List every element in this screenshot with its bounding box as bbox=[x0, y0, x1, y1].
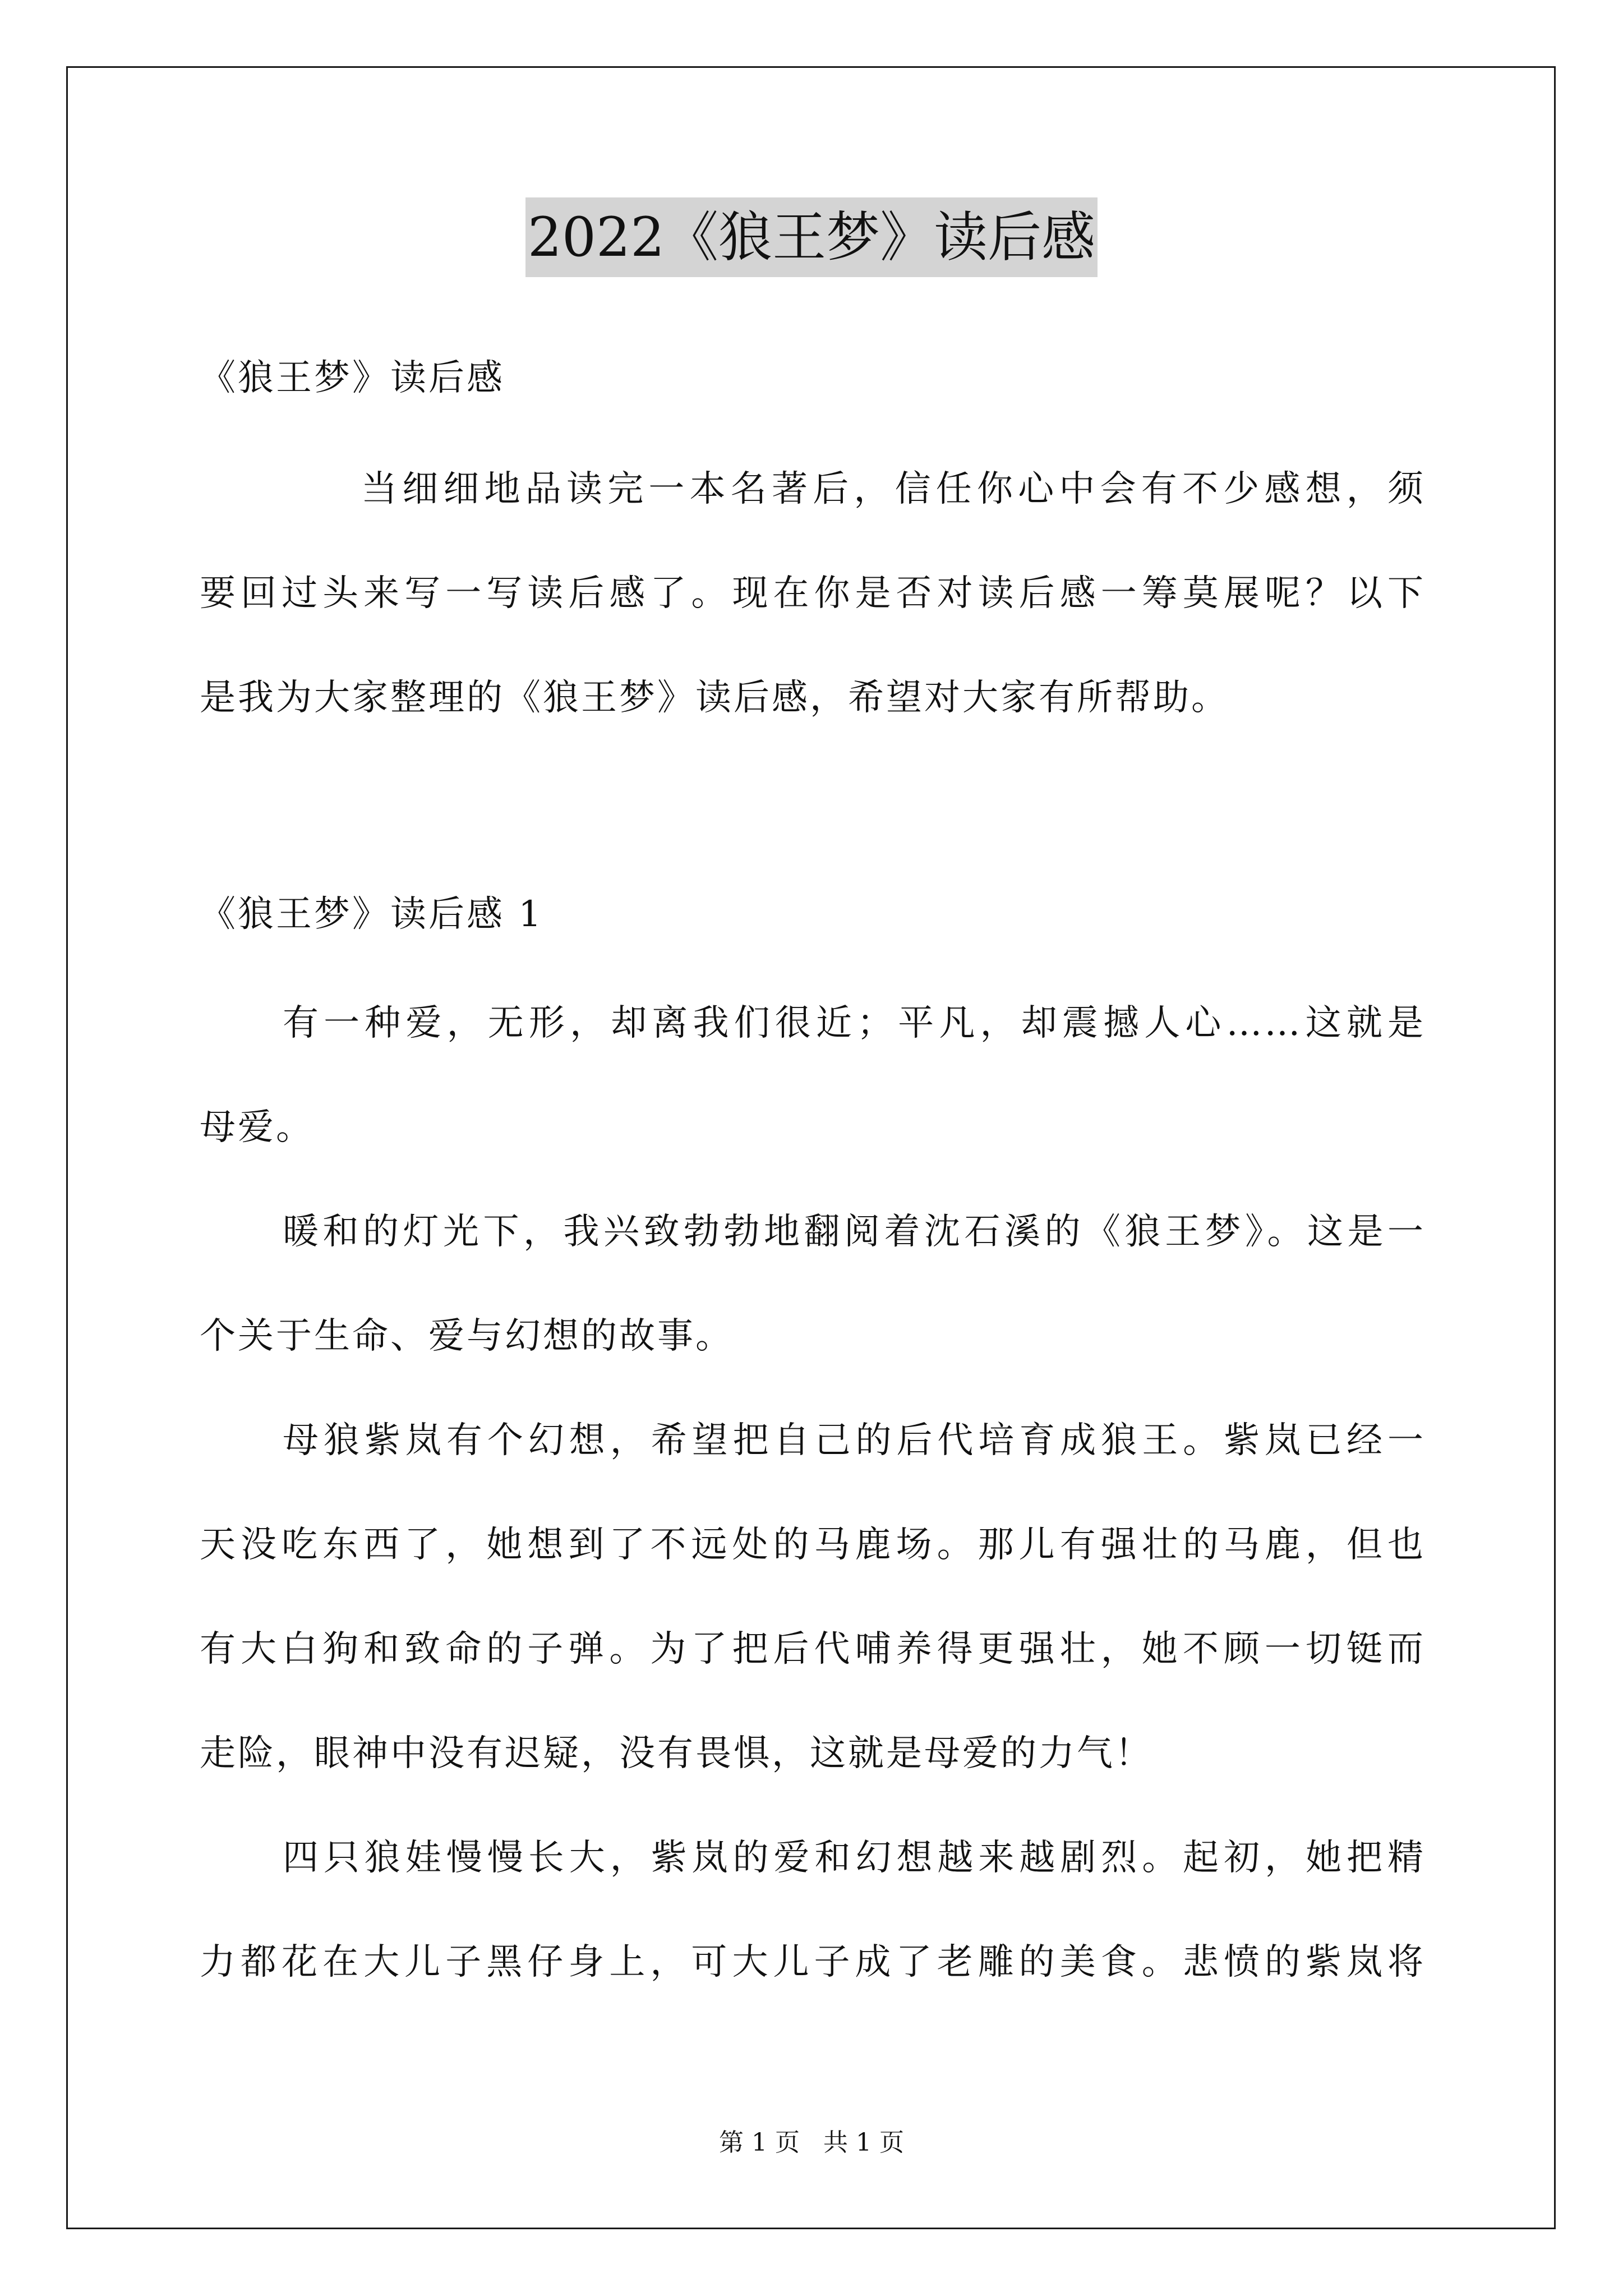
page-total: 共 1 页 bbox=[823, 2128, 904, 2157]
intro-line-3: 是我为大家整理的《狼王梦》读后感，希望对大家有所帮助。 bbox=[200, 677, 1229, 719]
intro-line-2: 要回过头来写一写读后感了。现在你是否对读后感一筹莫展呢？以下 bbox=[200, 573, 1426, 614]
paragraph-3-line-3: 有大白狗和致命的子弹。为了把后代哺养得更强壮，她不顾一切铤而 bbox=[200, 1628, 1426, 1670]
paragraph-4-line-2: 力都花在大儿子黑仔身上，可大儿子成了老雕的美食。悲愤的紫岚将 bbox=[200, 1941, 1426, 1983]
document-title: 2022《狼王梦》读后感 bbox=[525, 197, 1098, 277]
title-container bbox=[0, 197, 1623, 277]
paragraph-3-line-2: 天没吃东西了，她想到了不远处的马鹿场。那儿有强壮的马鹿，但也 bbox=[200, 1524, 1426, 1566]
subtitle: 《狼王梦》读后感 bbox=[200, 357, 505, 399]
paragraph-3-line-4: 走险，眼神中没有迟疑，没有畏惧，这就是母爱的力气！ bbox=[200, 1733, 1153, 1774]
paragraph-1-line-1: 有一种爱，无形，却离我们很近；平凡，却震撼人心……这就是 bbox=[283, 1002, 1426, 1044]
paragraph-2-line-2: 个关于生命、爱与幻想的故事。 bbox=[200, 1315, 734, 1357]
paragraph-2-line-1: 暖和的灯光下，我兴致勃勃地翻阅着沈石溪的《狼王梦》。这是一 bbox=[283, 1211, 1426, 1253]
paragraph-3-line-1: 母狼紫岚有个幻想，希望把自己的后代培育成狼王。紫岚已经一 bbox=[283, 1420, 1426, 1461]
section-heading: 《狼王梦》读后感 1 bbox=[200, 894, 544, 935]
intro-line-1: 当细细地品读完一本名著后，信任你心中会有不少感想，须 bbox=[361, 468, 1426, 510]
page-footer bbox=[0, 2126, 1623, 2160]
paragraph-4-line-1: 四只狼娃慢慢长大，紫岚的爱和幻想越来越剧烈。起初，她把精 bbox=[283, 1837, 1426, 1879]
paragraph-1-line-2: 母爱。 bbox=[200, 1107, 314, 1148]
page-number: 第 1 页 bbox=[719, 2128, 800, 2157]
